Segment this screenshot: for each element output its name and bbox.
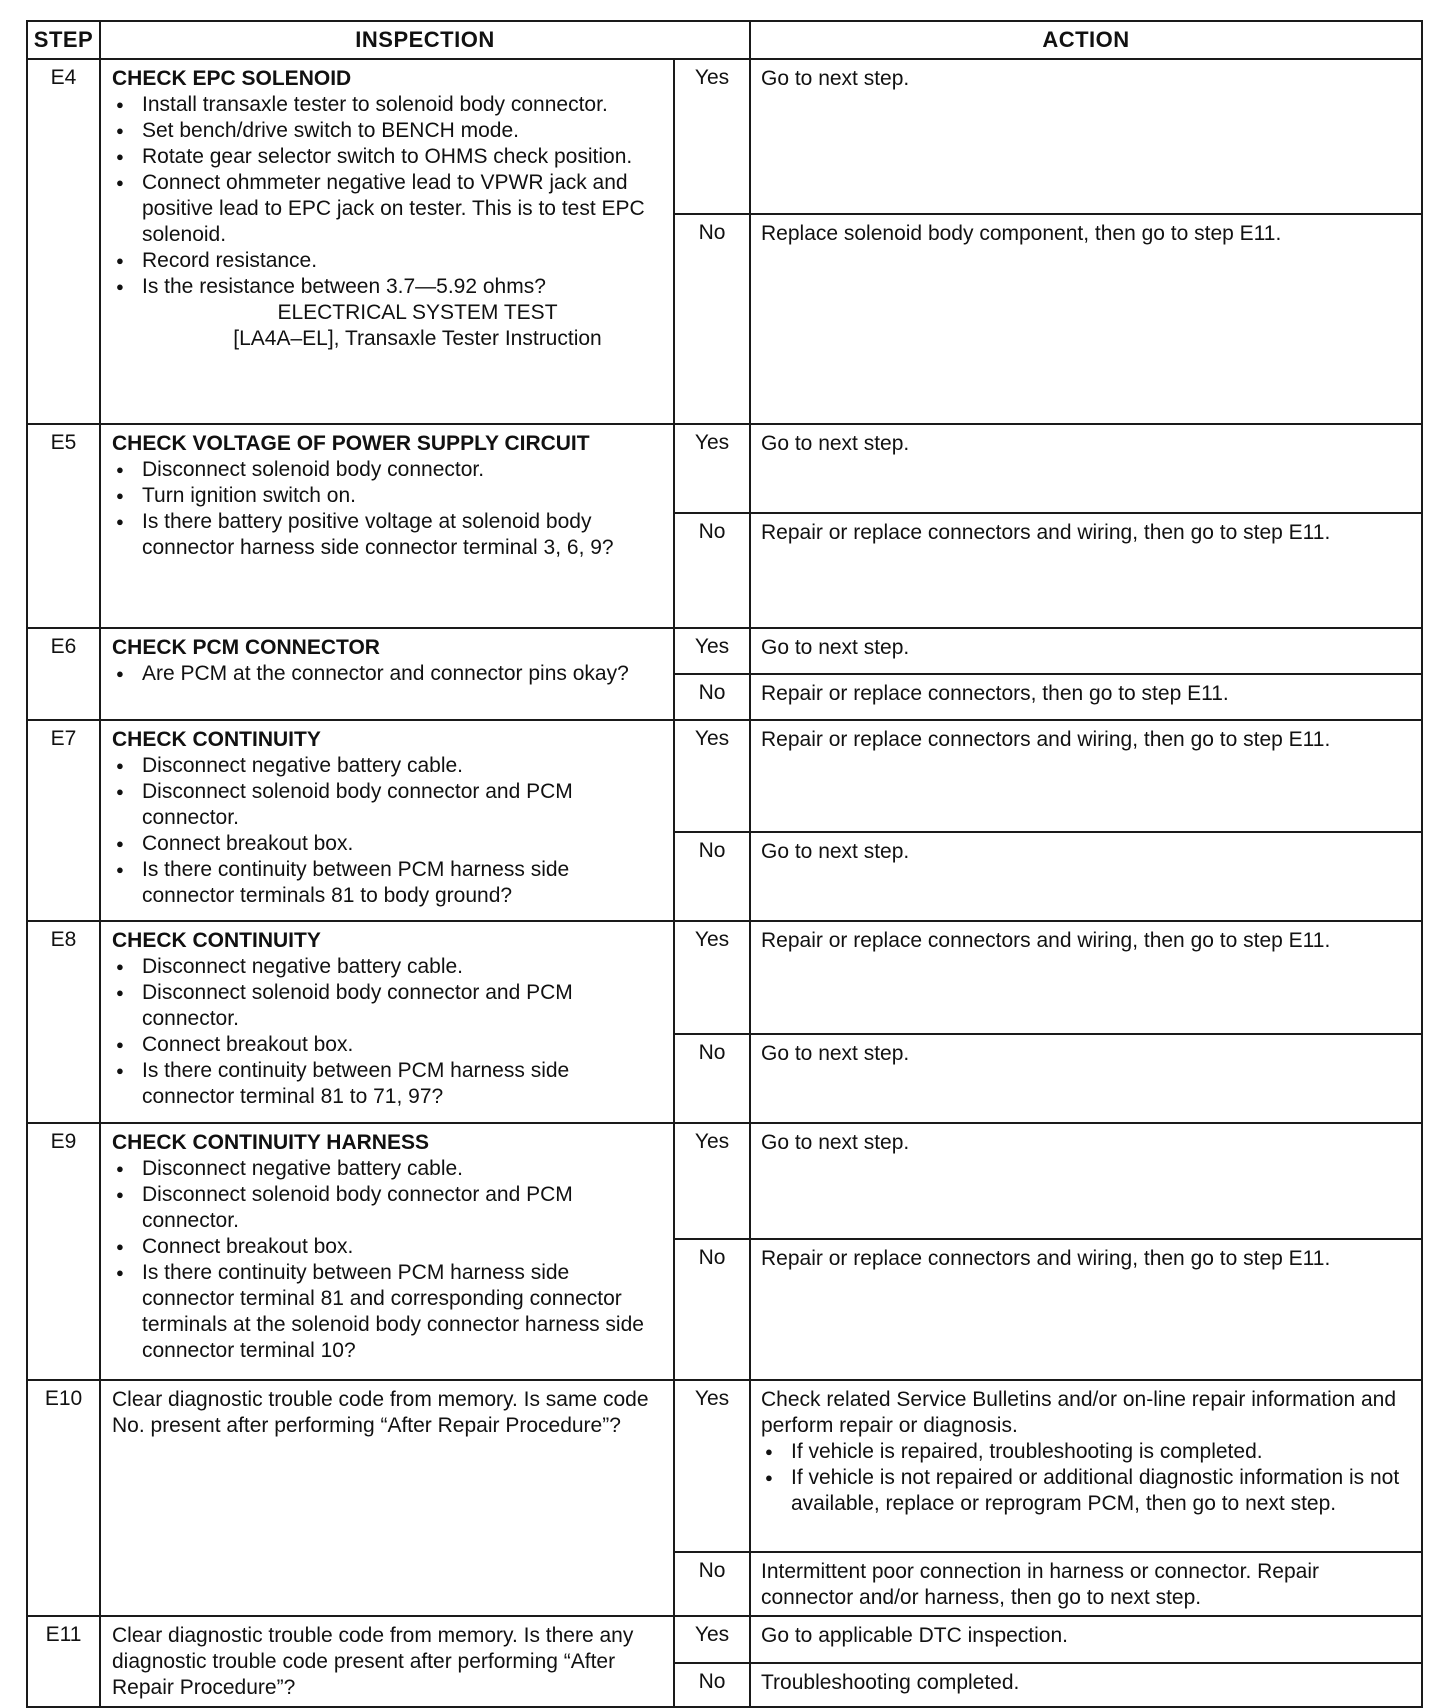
list-item: ● Connect breakout box. bbox=[112, 1032, 663, 1058]
step-title: CHECK CONTINUITY bbox=[112, 728, 321, 751]
inspection-cell bbox=[100, 720, 674, 921]
step-id: E9 bbox=[27, 1123, 100, 1380]
inspection-cell bbox=[100, 628, 674, 720]
inspection-text: Clear diagnostic trouble code from memory. Is there any diagnostic trouble code present after performing “After Repair Procedure”? bbox=[112, 1624, 634, 1699]
list-item: ● Is there continuity between PCM harness side connector terminals 81 to body ground? bbox=[112, 857, 663, 909]
step-id: E6 bbox=[27, 628, 100, 720]
reference-title: ELECTRICAL SYSTEM TEST bbox=[277, 301, 558, 324]
yes-action: Go to next step. bbox=[750, 628, 1422, 674]
list-item: ● Install transaxle tester to solenoid body connector. bbox=[112, 92, 663, 118]
bullet-list bbox=[112, 753, 663, 909]
step-id: E8 bbox=[27, 921, 100, 1123]
no-label: No bbox=[674, 1663, 750, 1707]
no-label: No bbox=[674, 674, 750, 720]
step-id: E4 bbox=[27, 59, 100, 424]
list-item: ● Set bench/drive switch to BENCH mode. bbox=[112, 118, 663, 144]
yes-label: Yes bbox=[674, 424, 750, 513]
header-row bbox=[27, 21, 1422, 59]
step-column-header: STEP bbox=[27, 21, 100, 59]
no-action: Repair or replace connectors and wiring, then go to step E11. bbox=[750, 1239, 1422, 1380]
step-id: E5 bbox=[27, 424, 100, 628]
inspection-cell bbox=[100, 921, 674, 1123]
inspection-cell bbox=[100, 1123, 674, 1380]
table-row bbox=[27, 424, 1422, 513]
yes-label: Yes bbox=[674, 1616, 750, 1663]
no-label: No bbox=[674, 1552, 750, 1616]
list-item: ● Is there continuity between PCM harness side connector terminal 81 to 71, 97? bbox=[112, 1058, 663, 1110]
no-action: Go to next step. bbox=[750, 1034, 1422, 1123]
list-item: ● Connect breakout box. bbox=[112, 831, 663, 857]
yes-action-cell bbox=[750, 1380, 1422, 1552]
table-row bbox=[27, 720, 1422, 832]
inspection-text: Clear diagnostic trouble code from memory. Is same code No. present after performing “After Repair Procedure”? bbox=[112, 1388, 649, 1437]
no-label: No bbox=[674, 1239, 750, 1380]
step-title: CHECK CONTINUITY bbox=[112, 929, 321, 952]
list-item: ● Are PCM at the connector and connector pins okay? bbox=[112, 661, 663, 687]
step-title: CHECK VOLTAGE OF POWER SUPPLY CIRCUIT bbox=[112, 432, 590, 455]
list-item: ● Disconnect negative battery cable. bbox=[112, 1156, 663, 1182]
list-item: ● Turn ignition switch on. bbox=[112, 483, 663, 509]
diagnostic-table bbox=[26, 20, 1423, 1708]
inspection-cell bbox=[100, 424, 674, 628]
list-item: ● Connect ohmmeter negative lead to VPWR jack and positive lead to EPC jack on tester. This is to test EPC solenoid. bbox=[112, 170, 663, 248]
step-title: CHECK EPC SOLENOID bbox=[112, 67, 352, 90]
no-action: Go to next step. bbox=[750, 832, 1422, 921]
no-action: Troubleshooting completed. bbox=[750, 1663, 1422, 1707]
no-action: Intermittent poor connection in harness or connector. Repair connector and/or harness, then go to next step. bbox=[750, 1552, 1422, 1616]
step-id: E7 bbox=[27, 720, 100, 921]
step-title: CHECK PCM CONNECTOR bbox=[112, 636, 380, 659]
yes-label: Yes bbox=[674, 628, 750, 674]
inspection-column-header: INSPECTION bbox=[100, 21, 750, 59]
no-action: Replace solenoid body component, then go to step E11. bbox=[750, 214, 1422, 424]
yes-action: Go to applicable DTC inspection. bbox=[750, 1616, 1422, 1663]
action-column-header: ACTION bbox=[750, 21, 1422, 59]
inspection-cell bbox=[100, 1380, 674, 1616]
yes-action: Repair or replace connectors and wiring, then go to step E11. bbox=[750, 921, 1422, 1034]
no-action: Repair or replace connectors, then go to step E11. bbox=[750, 674, 1422, 720]
list-item: ● Connect breakout box. bbox=[112, 1234, 663, 1260]
list-item: ● Is there battery positive voltage at solenoid body connector harness side connector terminal 3, 6, 9? bbox=[112, 509, 663, 561]
step-title: CHECK CONTINUITY HARNESS bbox=[112, 1131, 429, 1154]
no-label: No bbox=[674, 832, 750, 921]
list-item: ● Disconnect negative battery cable. bbox=[112, 954, 663, 980]
yes-label: Yes bbox=[674, 59, 750, 214]
yes-action: Go to next step. bbox=[750, 424, 1422, 513]
step-id: E11 bbox=[27, 1616, 100, 1707]
list-item: ● Disconnect negative battery cable. bbox=[112, 753, 663, 779]
bullet-list bbox=[112, 954, 663, 1110]
yes-action: Go to next step. bbox=[750, 1123, 1422, 1239]
yes-label: Yes bbox=[674, 1123, 750, 1239]
no-label: No bbox=[674, 513, 750, 628]
list-item: ● Is there continuity between PCM harness side connector terminal 81 and corresponding connector terminals at the solenoid body connector harness side connector terminal 10? bbox=[112, 1260, 663, 1364]
inspection-cell bbox=[100, 59, 674, 424]
table-row bbox=[27, 921, 1422, 1034]
yes-action: Repair or replace connectors and wiring, then go to step E11. bbox=[750, 720, 1422, 832]
yes-label: Yes bbox=[674, 720, 750, 832]
table-row bbox=[27, 59, 1422, 214]
list-item: ● If vehicle is repaired, troubleshooting is completed. bbox=[761, 1439, 1411, 1465]
list-item: ● Is the resistance between 3.7—5.92 ohms? bbox=[112, 274, 663, 300]
yes-action-intro: Check related Service Bulletins and/or on-line repair information and perform repair or diagnosis. bbox=[761, 1388, 1397, 1437]
no-label: No bbox=[674, 1034, 750, 1123]
table-row bbox=[27, 628, 1422, 674]
list-item: ● Disconnect solenoid body connector and PCM connector. bbox=[112, 1182, 663, 1234]
bullet-list bbox=[112, 457, 663, 561]
yes-label: Yes bbox=[674, 921, 750, 1034]
table-row bbox=[27, 1380, 1422, 1552]
list-item: ● Rotate gear selector switch to OHMS check position. bbox=[112, 144, 663, 170]
inspection-cell bbox=[100, 1616, 674, 1707]
yes-label: Yes bbox=[674, 1380, 750, 1552]
table-row bbox=[27, 1123, 1422, 1239]
bullet-list bbox=[112, 661, 663, 687]
no-label: No bbox=[674, 214, 750, 424]
yes-action: Go to next step. bbox=[750, 59, 1422, 214]
table-row bbox=[27, 1616, 1422, 1663]
diagnostic-procedure-sheet bbox=[26, 20, 1421, 1708]
no-action: Repair or replace connectors and wiring, then go to step E11. bbox=[750, 513, 1422, 628]
bullet-list bbox=[112, 92, 663, 300]
reference-subtitle: [LA4A–EL], Transaxle Tester Instruction bbox=[233, 327, 602, 350]
list-item: ● If vehicle is not repaired or additional diagnostic information is not available, replace or reprogram PCM, then go to next step. bbox=[761, 1465, 1411, 1517]
list-item: ● Record resistance. bbox=[112, 248, 663, 274]
step-id: E10 bbox=[27, 1380, 100, 1616]
list-item: ● Disconnect solenoid body connector. bbox=[112, 457, 663, 483]
bullet-list bbox=[112, 1156, 663, 1364]
list-item: ● Disconnect solenoid body connector and PCM connector. bbox=[112, 779, 663, 831]
list-item: ● Disconnect solenoid body connector and PCM connector. bbox=[112, 980, 663, 1032]
bullet-list bbox=[761, 1439, 1411, 1517]
